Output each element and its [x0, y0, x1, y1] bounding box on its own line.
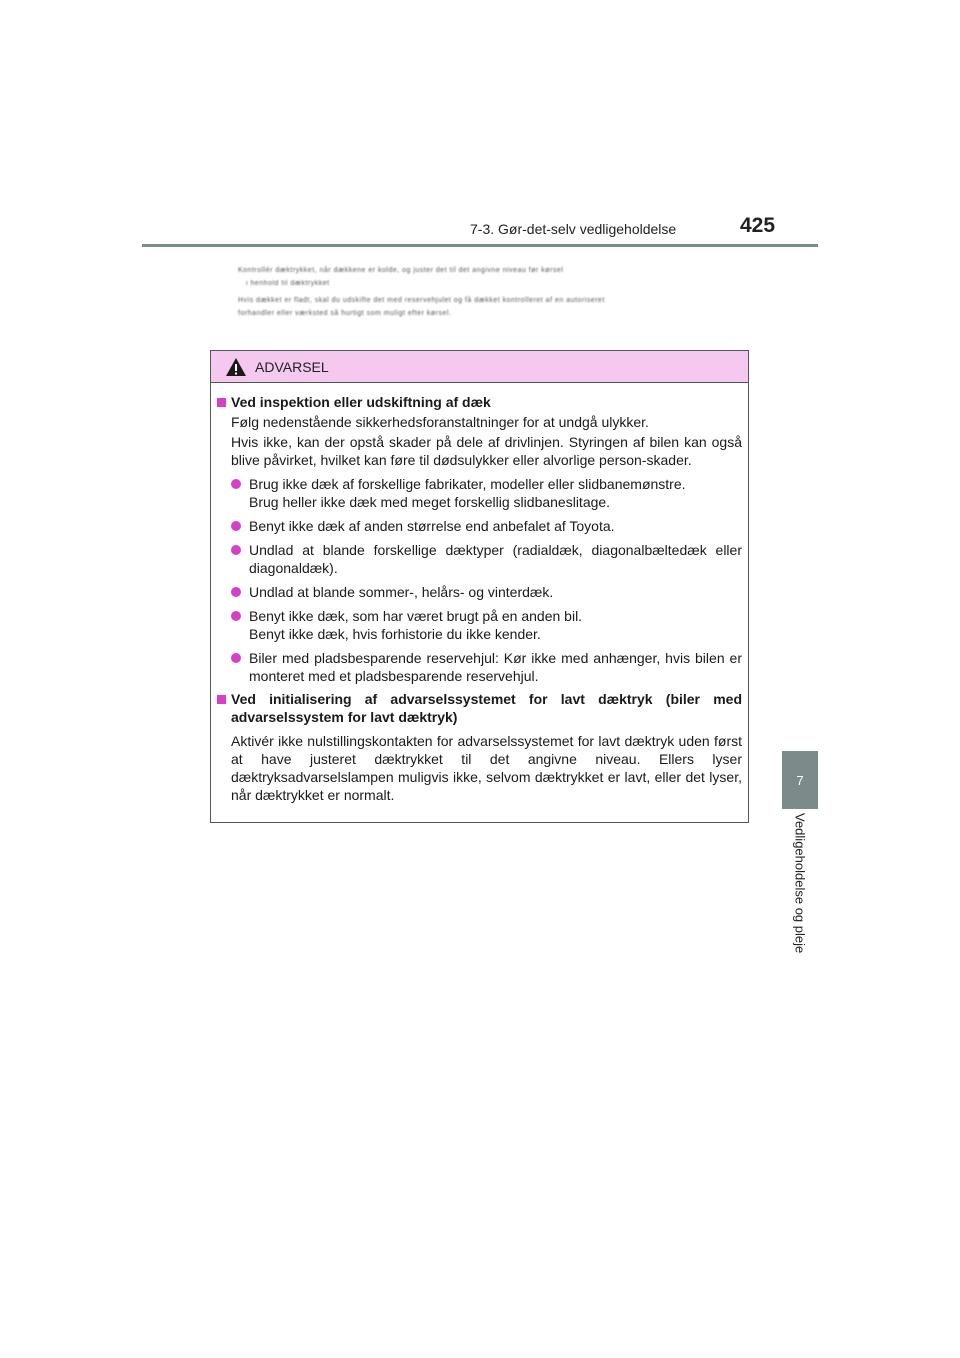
section-paragraph: Hvis ikke, kan der opstå skader på dele af drivlinjen. Styringen af bilen kan også blive påvirket, hvilket kan føre til dødsulykker eller alvorlige person-skader.: [231, 434, 742, 468]
warning-triangle-icon: [225, 357, 247, 377]
round-bullet-icon: [231, 611, 241, 621]
round-bullet-icon: [231, 653, 241, 663]
blurred-text-line: i henhold til dæktrykket: [246, 280, 330, 287]
warning-title: ADVARSEL: [255, 358, 329, 375]
section-paragraph: Aktivér ikke nulstillingskontakten for advarselssystemet for lavt dæktryk uden først at have justeret dæktrykket til det angivne niveau. Ellers lyser dæktryksadvarselslampen muligvis ikke, selvom dæktrykket er lavt, eller det lyser, når dæktrykket er normalt.: [231, 733, 742, 803]
list-item-text: Benyt ikke dæk, hvis forhistorie du ikke kender.: [249, 626, 541, 642]
round-bullet-icon: [231, 545, 241, 555]
warning-section: [217, 690, 742, 804]
warning-section: [217, 393, 742, 685]
blurred-text-line: Kontrollér dæktrykket, når dækkene er kolde, og juster det til det angivne niveau før kørsel: [238, 267, 564, 274]
list-item: [231, 649, 742, 685]
list-item: [231, 583, 742, 601]
section-title: Ved initialisering af advarselssystemet for lavt dæktryk (biler med advarselssystem for lavt dæktryk): [231, 691, 742, 725]
list-item-text: Biler med pladsbesparende reservehjul: Kør ikke med anhænger, hvis bilen er monteret med et pladsbesparende reservehjul.: [249, 650, 742, 684]
warning-body: [211, 383, 748, 804]
page-number: 425: [740, 214, 776, 237]
list-item-text: Brug heller ikke dæk med meget forskellig slidbaneslitage.: [249, 494, 611, 510]
blurred-text-line: forhandler eller værksted så hurtigt som muligt efter kørsel.: [238, 310, 452, 317]
warning-header: [211, 351, 748, 383]
round-bullet-icon: [231, 521, 241, 531]
list-item: [231, 475, 742, 511]
header-divider: [142, 244, 818, 247]
list-item: [231, 517, 742, 535]
chapter-heading: 7-3. Gør-det-selv vedligeholdelse: [470, 221, 677, 237]
chapter-label-text: Vedligeholdelse og pleje: [792, 813, 808, 954]
list-item-text: Benyt ikke dæk, som har været brugt på en anden bil.: [249, 608, 583, 624]
square-bullet-icon: [217, 398, 226, 407]
section-title: Ved inspektion eller udskiftning af dæk: [231, 394, 491, 410]
section-paragraph: Følg nedenstående sikkerhedsforanstaltninger for at undgå ulykker.: [231, 414, 649, 430]
round-bullet-icon: [231, 587, 241, 597]
round-bullet-icon: [231, 479, 241, 489]
list-item-text: Brug ikke dæk af forskellige fabrikater, modeller eller slidbanemønstre.: [249, 476, 686, 492]
warning-box: [210, 350, 749, 823]
chapter-tab: 7: [782, 751, 818, 809]
chapter-label: [781, 813, 819, 983]
list-item: [231, 607, 742, 643]
square-bullet-icon: [217, 695, 226, 704]
list-item-text: Undlad at blande sommer-, helårs- og vinterdæk.: [249, 584, 554, 600]
list-item-text: Undlad at blande forskellige dæktyper (radialdæk, diagonalbæltedæk eller diagonaldæk).: [249, 542, 742, 576]
list-item: [231, 541, 742, 577]
blurred-text-line: Hvis dækket er fladt, skal du udskifte det med reservehjulet og få dækket kontrolleret af en autoriseret: [238, 297, 605, 304]
list-item-text: Benyt ikke dæk af anden størrelse end anbefalet af Toyota.: [249, 518, 615, 534]
